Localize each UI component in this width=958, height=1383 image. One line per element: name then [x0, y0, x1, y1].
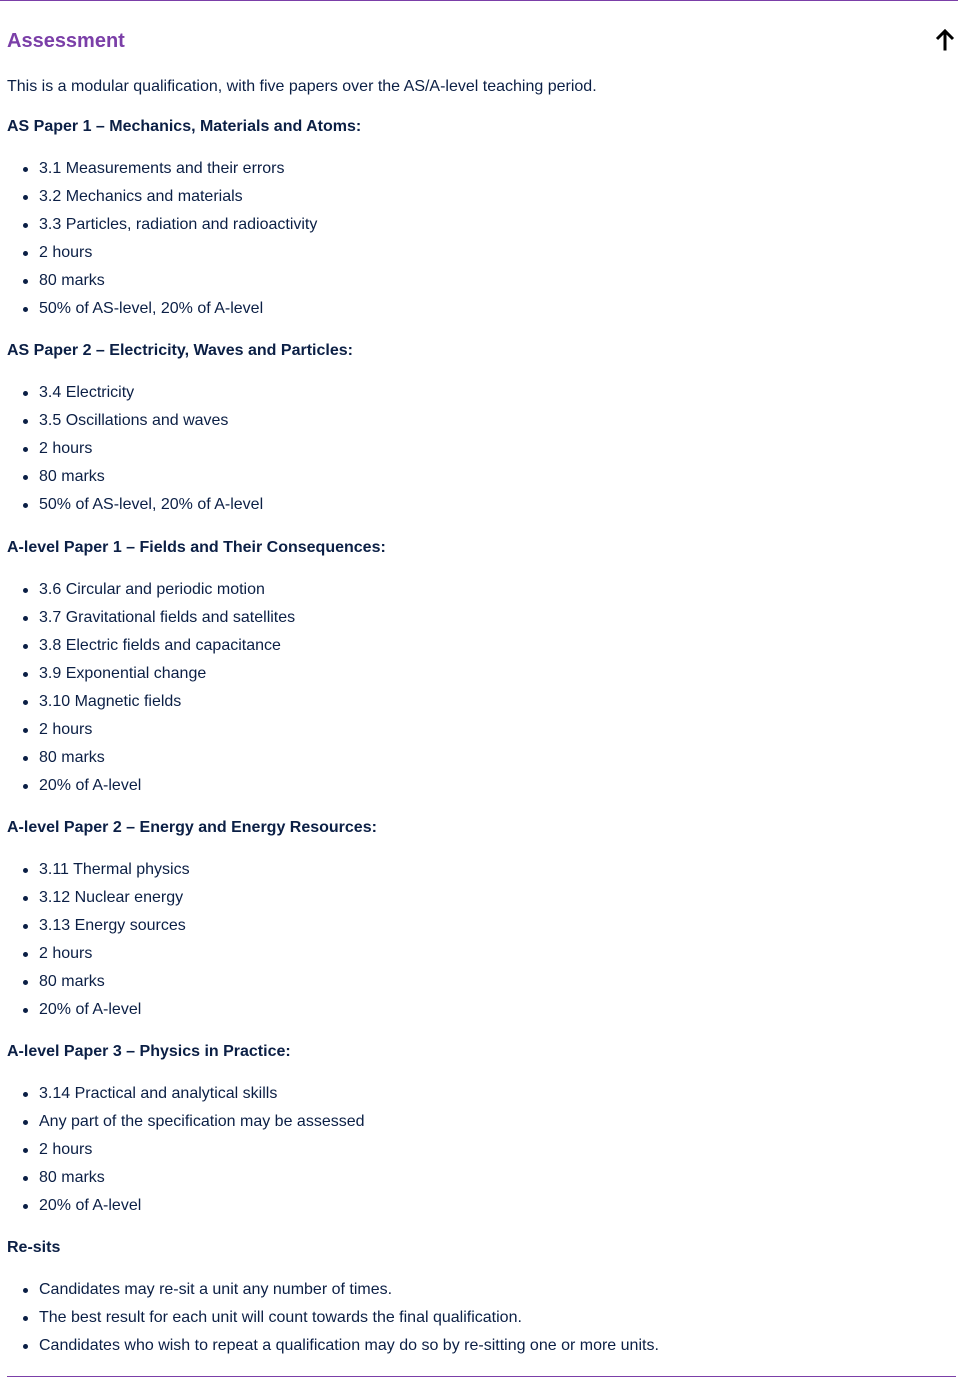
paper-items-list: [7, 383, 263, 523]
list-item: 80 marks: [7, 748, 295, 776]
resits-list: [7, 1280, 659, 1364]
list-item: 2 hours: [7, 1140, 365, 1168]
list-item: 3.11 Thermal physics: [7, 860, 190, 888]
list-item: 3.7 Gravitational fields and satellites: [7, 608, 295, 636]
list-item: Candidates may re-sit a unit any number of times.: [7, 1280, 659, 1308]
paper-heading: A-level Paper 2 – Energy and Energy Resources:: [7, 819, 377, 836]
list-item: 2 hours: [7, 720, 295, 748]
list-item: 2 hours: [7, 243, 317, 271]
list-item: The best result for each unit will count towards the final qualification.: [7, 1308, 659, 1336]
list-item: 50% of AS-level, 20% of A-level: [7, 495, 263, 523]
list-item: 80 marks: [7, 972, 190, 1000]
paper-heading: AS Paper 1 – Mechanics, Materials and Atoms:: [7, 118, 362, 135]
paper-items-list: [7, 159, 317, 327]
section-header: [7, 28, 956, 58]
paper-items-list: [7, 580, 295, 804]
list-item: 3.2 Mechanics and materials: [7, 187, 317, 215]
list-item: 2 hours: [7, 439, 263, 467]
list-item: 3.6 Circular and periodic motion: [7, 580, 295, 608]
list-item: Candidates who wish to repeat a qualification may do so by re-sitting one or more units.: [7, 1336, 659, 1364]
list-item: 3.8 Electric fields and capacitance: [7, 636, 295, 664]
list-item: 80 marks: [7, 271, 317, 299]
list-item: 3.14 Practical and analytical skills: [7, 1084, 365, 1112]
section-title: Assessment: [7, 30, 125, 52]
list-item: 2 hours: [7, 944, 190, 972]
list-item: 80 marks: [7, 467, 263, 495]
list-item: 20% of A-level: [7, 1196, 365, 1224]
list-item: 50% of AS-level, 20% of A-level: [7, 299, 317, 327]
list-item: 3.13 Energy sources: [7, 916, 190, 944]
list-item: Any part of the specification may be assessed: [7, 1112, 365, 1140]
paper-heading: A-level Paper 1 – Fields and Their Consequences:: [7, 539, 386, 556]
list-item: 3.10 Magnetic fields: [7, 692, 295, 720]
list-item: 20% of A-level: [7, 1000, 190, 1028]
top-divider: [0, 0, 958, 1]
list-item: 80 marks: [7, 1168, 365, 1196]
paper-heading: A-level Paper 3 – Physics in Practice:: [7, 1043, 291, 1060]
list-item: 3.1 Measurements and their errors: [7, 159, 317, 187]
paper-items-list: [7, 1084, 365, 1224]
list-item: 3.3 Particles, radiation and radioactivity: [7, 215, 317, 243]
bottom-divider: [7, 1376, 956, 1377]
list-item: 3.9 Exponential change: [7, 664, 295, 692]
list-item: 3.5 Oscillations and waves: [7, 411, 263, 439]
list-item: 3.12 Nuclear energy: [7, 888, 190, 916]
resits-heading: Re-sits: [7, 1239, 61, 1256]
paper-heading: AS Paper 2 – Electricity, Waves and Particles:: [7, 342, 353, 359]
paper-items-list: [7, 860, 190, 1028]
arrow-up-icon: [934, 28, 956, 52]
list-item: 20% of A-level: [7, 776, 295, 804]
back-to-top-button[interactable]: [934, 28, 956, 52]
intro-text: This is a modular qualification, with five papers over the AS/A-level teaching period.: [7, 78, 597, 95]
list-item: 3.4 Electricity: [7, 383, 263, 411]
